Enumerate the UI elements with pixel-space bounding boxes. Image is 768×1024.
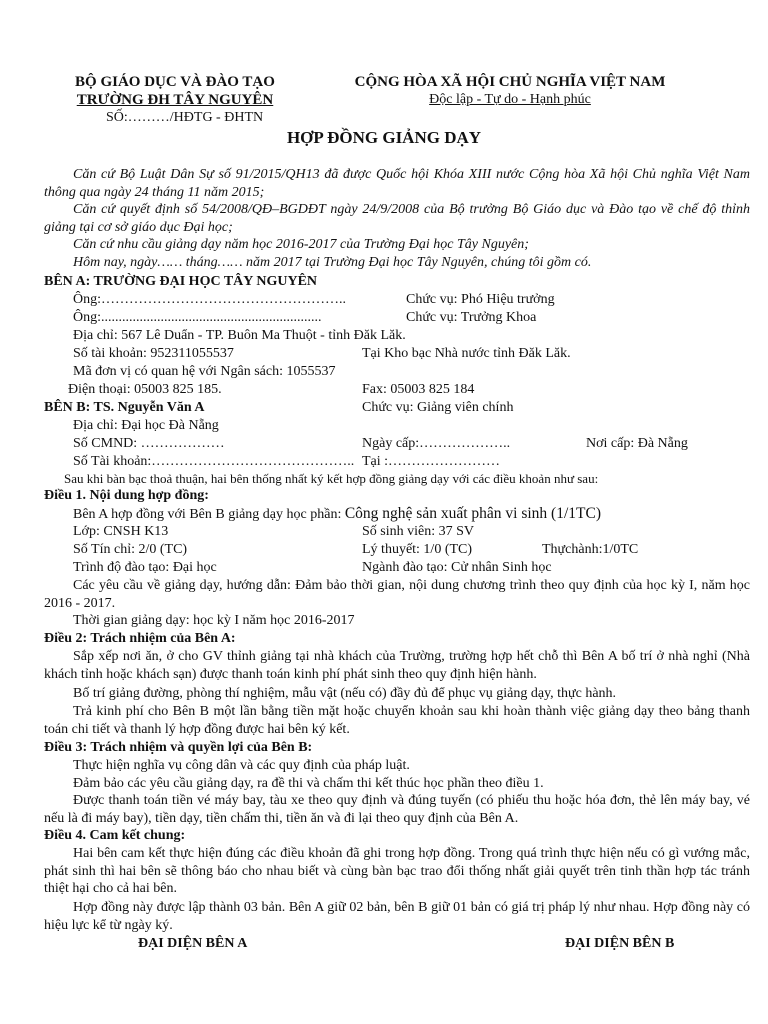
ministry-name: BỘ GIÁO DỤC VÀ ĐÀO TẠO xyxy=(75,74,275,90)
article-1-major: Ngành đào tạo: Cử nhân Sinh học xyxy=(362,560,552,575)
article-4-item-1: Hai bên cam kết thực hiện đúng các điều khoản đã ghi trong hợp đồng. Trong quá trình thực hiện nếu có gì vướng mắc, phát sinh thì hai bên sẽ thông báo cho nhau biết và cùng bàn bạc trao đổi thống nhất giải quyết trên tinh thần hợp tác tránh thiệt hại cho cả hai bên. xyxy=(44,846,750,896)
party-a-heading: BÊN A: TRƯỜNG ĐẠI HỌC TÂY NGUYÊN xyxy=(44,274,318,289)
article-1-subject-prefix: Bên A hợp đồng với Bên B giảng dạy học phần: xyxy=(73,507,345,522)
party-a-rep1-role: Chức vụ: Phó Hiệu trưởng xyxy=(406,292,555,307)
article-1-subject: Công nghệ sản xuất phân vi sinh (1/1TC) xyxy=(344,505,601,522)
article-3-item-2: Đảm bảo các yêu cầu giảng dạy, ra đề thi và chấm thi kết thúc học phần theo điều 1. xyxy=(73,776,544,791)
article-3-heading: Điều 3: Trách nhiệm và quyền lợi của Bên B: xyxy=(44,740,313,755)
preamble-needs: Căn cứ nhu cầu giảng dạy năm học 2016-2017 của Trường Đại học Tây Nguyên; xyxy=(73,237,529,252)
article-4-item-2: Hợp đồng này được lập thành 03 bản. Bên A giữ 02 bản, bên B giữ 01 bản có giá trị pháp lý như nhau. Hợp đồng này có hiệu lực kể từ ngày ký. xyxy=(44,900,750,933)
article-1-theory: Lý thuyết: 1/0 (TC) xyxy=(362,542,473,557)
signature-party-b: ĐẠI DIỆN BÊN B xyxy=(565,936,675,951)
university-name-text: TRƯỜNG ĐH TÂY NGUYÊN xyxy=(76,92,274,108)
party-b-role: Chức vụ: Giảng viên chính xyxy=(362,400,514,415)
article-4-heading: Điều 4. Cam kết chung: xyxy=(44,828,186,843)
party-b-address: Địa chỉ: Đại học Đà Nẵng xyxy=(73,418,219,433)
party-a-rep2-name: Ông:............................................................... xyxy=(73,310,322,325)
article-1-period: Thời gian giảng dạy: học kỳ I năm học 2016-2017 xyxy=(73,613,355,628)
nation-name: CỘNG HÒA XÃ HỘI CHỦ NGHĨA VIỆT NAM xyxy=(354,74,666,90)
article-3-item-3: Được thanh toán tiền vé máy bay, tàu xe theo quy định và đúng tuyến (có phiếu thu hoặc hóa đơn, thẻ lên máy bay, vé nếu là đi máy bay), tiền dạy, tiền chấm thi, tiền ăn và đi lại theo quy định của Bên A. xyxy=(44,793,750,826)
article-1-credits: Số Tín chỉ: 2/0 (TC) xyxy=(73,542,188,557)
party-b-account: Số Tài khoản:…………………………………….. xyxy=(73,454,355,469)
party-a-budget-code: Mã đơn vị có quan hệ với Ngân sách: 1055537 xyxy=(73,364,336,379)
article-2-item-2: Bố trí giảng đường, phòng thí nghiệm, mẫu vật (nếu có) đầy đủ để phục vụ giảng dạy, thực hành. xyxy=(73,686,617,701)
party-b-heading: BÊN B: TS. Nguyễn Văn A xyxy=(44,400,205,415)
party-b-issue-place: Nơi cấp: Đà Nẵng xyxy=(586,436,688,451)
article-1-subject-line xyxy=(73,506,601,523)
document-title: HỢP ĐỒNG GIẢNG DẠY xyxy=(286,128,482,147)
party-a-account: Số tài khoản: 952311055537 xyxy=(73,346,234,361)
party-a-rep1-name: Ông:…………………………………………….. xyxy=(73,292,346,307)
party-b-id-number: Số CMND: ……………… xyxy=(73,436,225,451)
signature-party-a: ĐẠI DIỆN BÊN A xyxy=(138,936,248,951)
university-name xyxy=(40,92,310,108)
preamble-law: Căn cứ Bộ Luật Dân Sự số 91/2015/QH13 đã được Quốc hội Khóa XIII nước Cộng hòa Xã hội Chủ nghĩa Việt Nam thông qua ngày 24 tháng 11 năm 2015; xyxy=(44,167,750,200)
party-a-address: Địa chỉ: 567 Lê Duẩn - TP. Buôn Ma Thuột - tỉnh Đăk Lăk. xyxy=(73,328,406,343)
article-1-students: Số sinh viên: 37 SV xyxy=(362,524,475,539)
article-3-item-1: Thực hiện nghĩa vụ công dân và các quy định của pháp luật. xyxy=(73,758,410,773)
nation-motto-text: Độc lập - Tự do - Hạnh phúc xyxy=(429,92,591,107)
article-2-heading: Điều 2: Trách nhiệm của Bên A: xyxy=(44,631,236,646)
party-a-bank: Tại Kho bạc Nhà nước tỉnh Đăk Lăk. xyxy=(362,346,571,361)
preamble-date: Hôm nay, ngày…… tháng…… năm 2017 tại Trường Đại học Tây Nguyên, chúng tôi gồm có. xyxy=(73,255,592,270)
party-a-rep2-role: Chức vụ: Trưởng Khoa xyxy=(406,310,537,325)
article-1-requirements: Các yêu cầu về giảng dạy, hướng dẫn: Đảm bảo thời gian, nội dung chương trình theo quy định của học kỳ I, năm học 2016 - 2017. xyxy=(44,578,750,611)
nation-motto xyxy=(330,92,690,108)
party-b-issue-date: Ngày cấp:……………….. xyxy=(362,436,511,451)
article-1-practice: Thựchành:1/0TC xyxy=(542,542,639,557)
party-b-bank: Tại :…………………… xyxy=(362,454,501,469)
party-a-phone: Điện thoại: 05003 825 185. xyxy=(68,382,222,397)
document-number: SỐ:………/HĐTG - ĐHTN xyxy=(106,110,264,125)
article-1-level: Trình độ đào tạo: Đại học xyxy=(73,560,217,575)
article-1-class: Lớp: CNSH K13 xyxy=(73,524,169,539)
article-1-heading: Điều 1. Nội dung hợp đồng: xyxy=(44,488,209,503)
article-2-item-1: Sắp xếp nơi ăn, ở cho GV thỉnh giảng tại nhà khách của Trường, trường hợp hết chỗ thì Bên A bố trí ở nhà nghỉ (Nhà khách tỉnh hoặc khách sạn) được thanh toán kinh phí phát sinh theo quy định hiện hành. xyxy=(44,649,750,682)
article-2-item-3: Trả kinh phí cho Bên B một lần bằng tiền mặt hoặc chuyển khoản sau khi hoàn thành việc giảng dạy theo bảng thanh toán chi tiết và thanh lý hợp đồng được hai bên ký kết. xyxy=(44,704,750,737)
agreement-intro: Sau khi bàn bạc thoả thuận, hai bên thống nhất ký kết hợp đồng giảng dạy với các điều khoản như sau: xyxy=(64,471,599,486)
party-a-fax: Fax: 05003 825 184 xyxy=(362,382,475,397)
preamble-decision: Căn cứ quyết định số 54/2008/QĐ–BGDĐT ngày 24/9/2008 của Bộ trưởng Bộ Giáo dục và Đào tạo về chế độ thỉnh giảng tại cơ sở giáo dục Đại học; xyxy=(44,202,750,235)
